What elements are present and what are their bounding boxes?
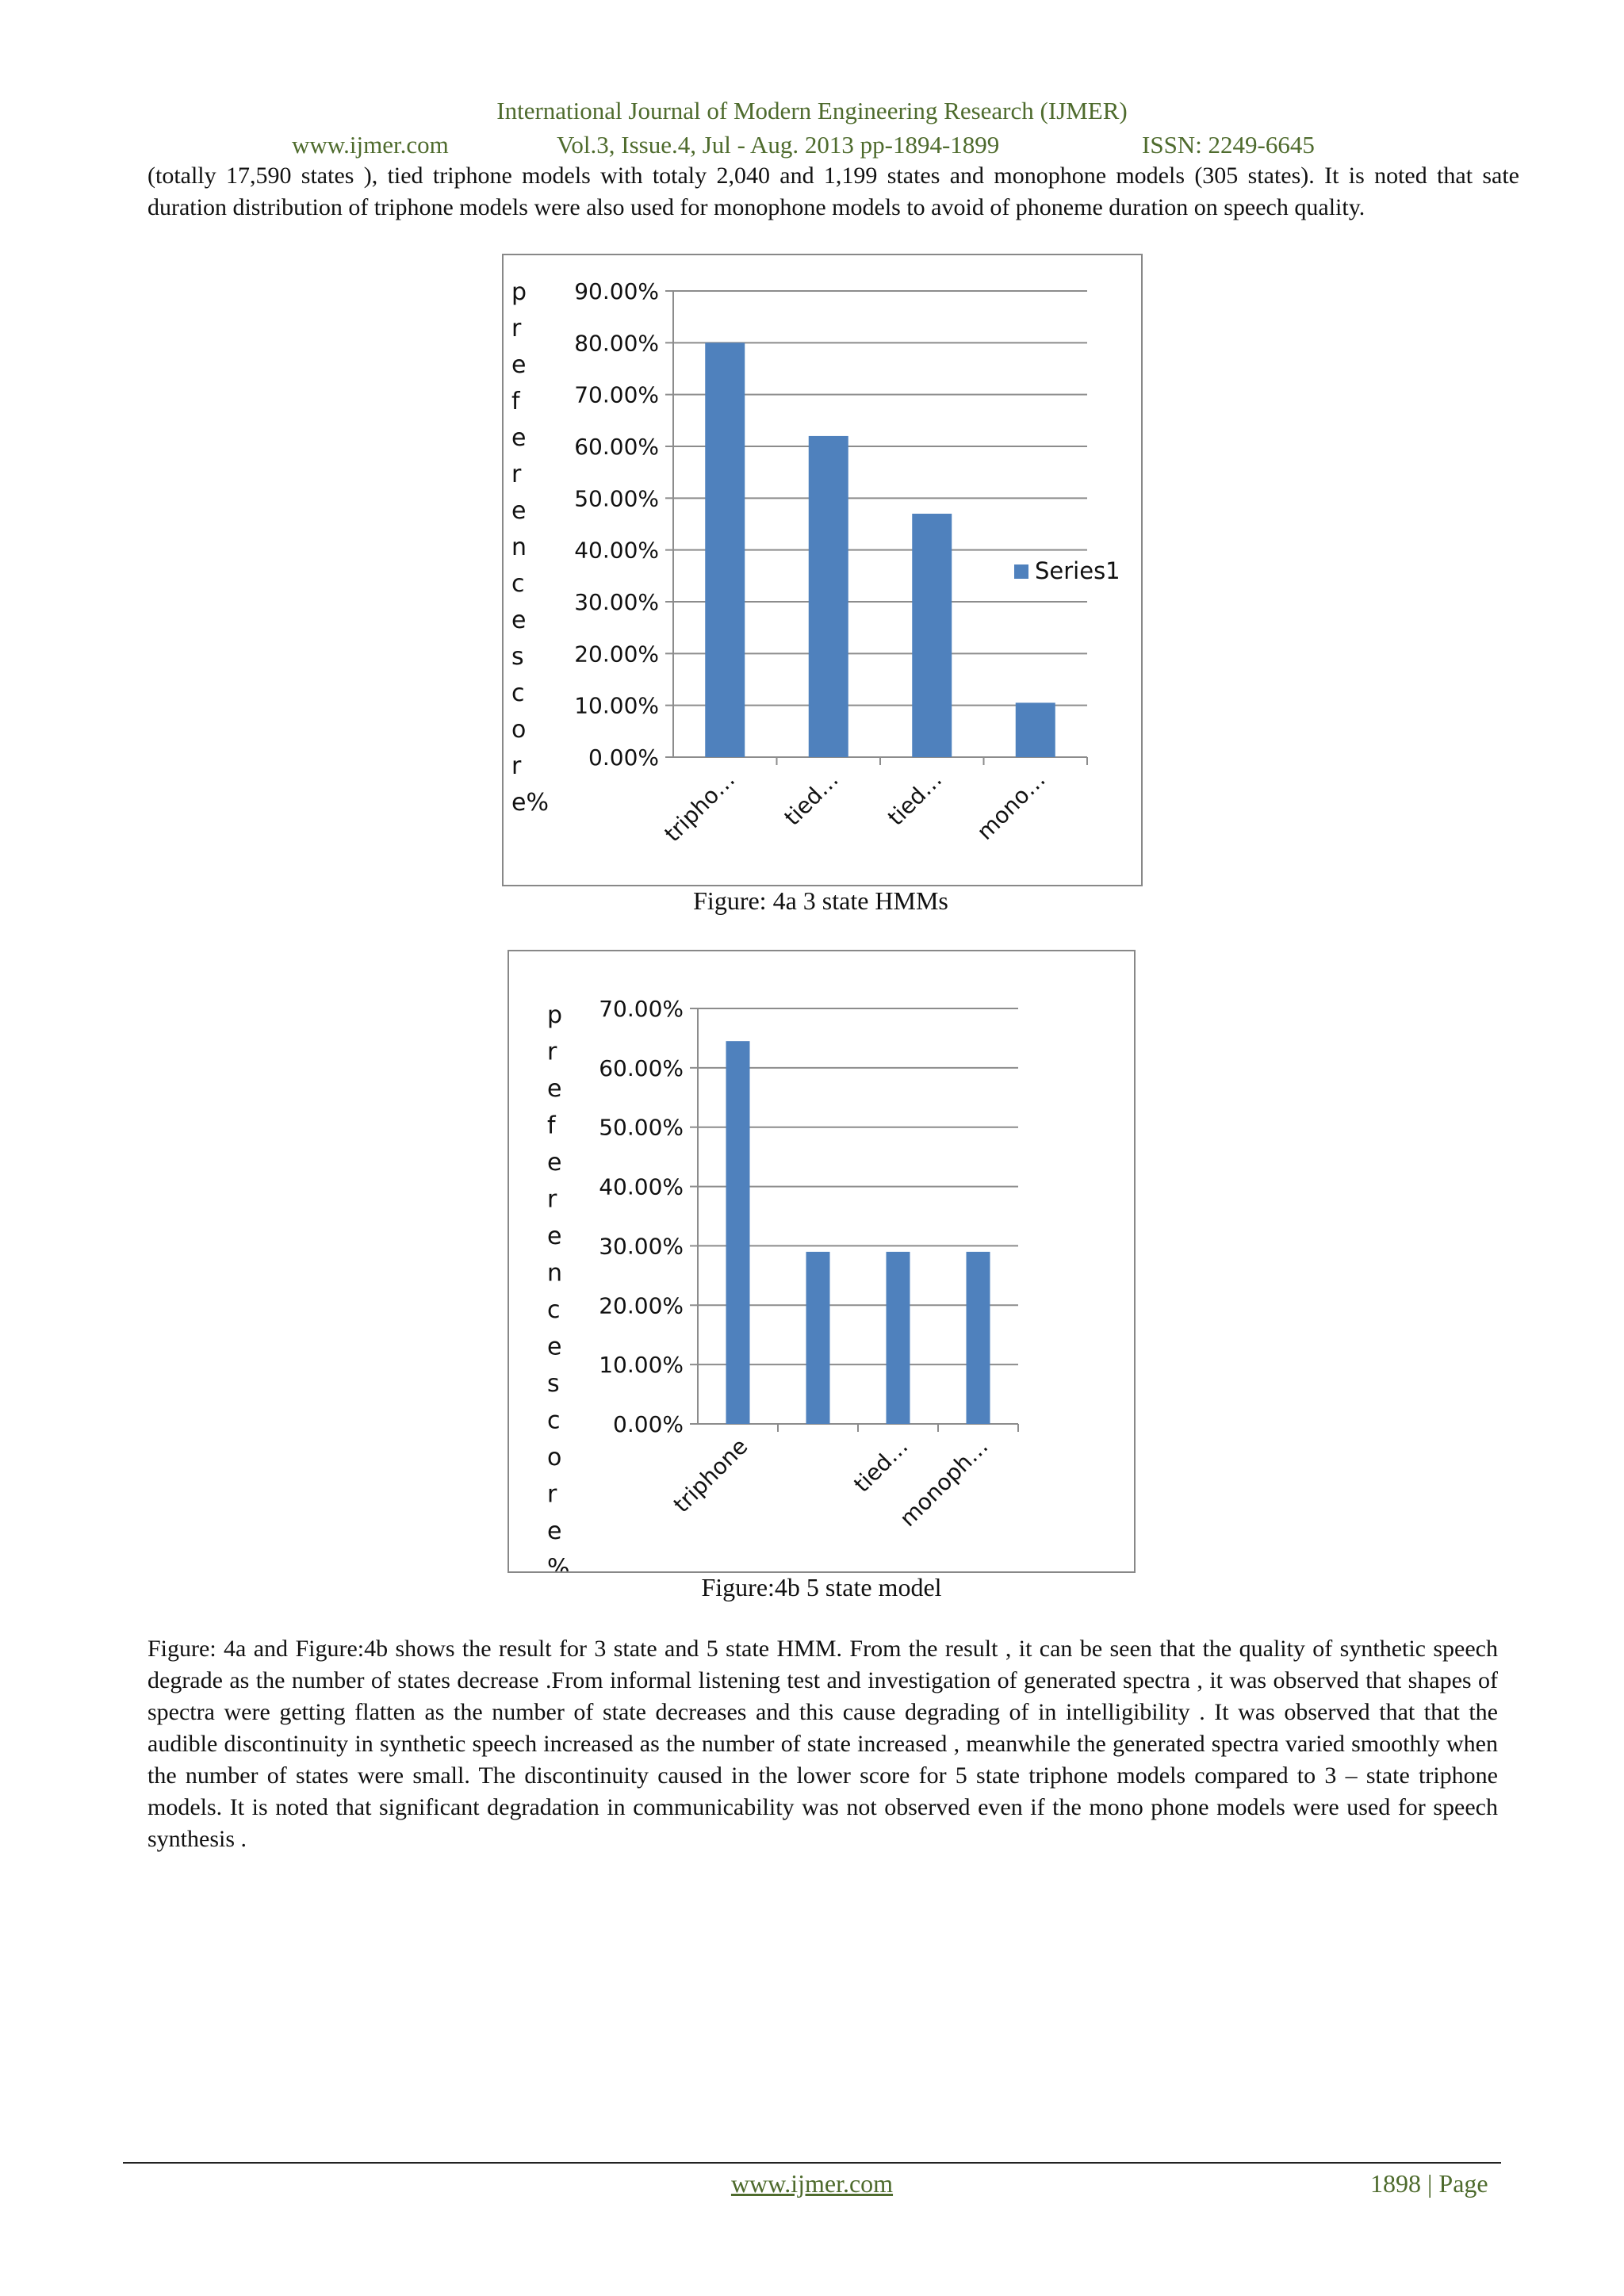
header-site: www.ijmer.com	[292, 131, 449, 159]
figure-4a-chart	[504, 255, 1141, 885]
y-axis-label-char: o	[511, 716, 527, 744]
y-axis-label-char: c	[547, 1296, 561, 1324]
y-axis-label-char: r	[547, 1185, 557, 1214]
y-tick-label: 40.00%	[574, 537, 659, 564]
journal-title: International Journal of Modern Engineering Research (IJMER)	[496, 97, 1128, 124]
y-axis-label-char: f	[511, 388, 520, 415]
y-axis-label-char: s	[547, 1370, 560, 1398]
y-tick-label: 40.00%	[599, 1173, 684, 1200]
y-axis-label-char: s	[511, 643, 524, 671]
x-tick-label: tied…	[779, 766, 844, 831]
y-axis-label-char: r	[547, 1038, 557, 1066]
y-axis-label-char: e	[547, 1149, 562, 1177]
y-tick-label: 0.00%	[588, 744, 659, 771]
y-tick-label: 0.00%	[613, 1411, 684, 1437]
bar	[726, 1041, 750, 1424]
y-tick-label: 30.00%	[574, 589, 659, 615]
y-axis-label-char: p	[511, 278, 527, 306]
y-axis-label-char: c	[511, 679, 525, 707]
y-tick-label: 20.00%	[599, 1292, 684, 1319]
y-tick-label: 10.00%	[599, 1352, 684, 1379]
footer-rule	[123, 2162, 1501, 2164]
y-tick-label: 10.00%	[574, 692, 659, 719]
bar	[705, 342, 745, 757]
y-tick-label: 50.00%	[599, 1114, 684, 1141]
y-tick-label: 70.00%	[574, 381, 659, 408]
y-axis-label-char: f	[547, 1112, 556, 1140]
y-tick-label: 20.00%	[574, 641, 659, 668]
y-tick-label: 50.00%	[574, 485, 659, 512]
x-tick-label: tripho…	[659, 766, 741, 848]
y-axis-label-char: c	[547, 1406, 561, 1435]
bar	[887, 1252, 910, 1424]
y-axis-label-char: r	[511, 315, 522, 342]
y-axis-label-char: c	[511, 570, 525, 598]
figure-4a-caption: Figure: 4a 3 state HMMs	[693, 886, 948, 915]
x-tick-label: mono…	[971, 766, 1051, 845]
figure-4a-frame	[502, 254, 1143, 886]
y-axis-label-char: r	[511, 461, 522, 488]
y-tick-label: 60.00%	[574, 434, 659, 460]
y-axis-label-char: n	[511, 534, 527, 561]
y-axis-label-char: p	[547, 1001, 563, 1029]
header-issn: ISSN: 2249-6645	[1142, 131, 1315, 159]
footer-link[interactable]: www.ijmer.com	[730, 2169, 894, 2198]
legend-label: Series1	[1035, 557, 1120, 584]
bar	[912, 514, 952, 757]
y-axis-label-char: n	[547, 1259, 563, 1288]
y-axis-label-char: r	[511, 752, 522, 780]
bar	[967, 1252, 990, 1424]
y-axis-label-char: e	[511, 351, 527, 379]
y-tick-label: 90.00%	[574, 278, 659, 304]
figure-4b-caption: Figure:4b 5 state model	[701, 1573, 942, 1601]
y-axis-label-char: e%	[511, 789, 549, 817]
figure-4b-chart	[509, 951, 1134, 1571]
bar	[809, 436, 848, 757]
footer-page-number: 1898 | Page	[1370, 2169, 1488, 2198]
y-axis-label-char: e	[547, 1075, 562, 1103]
y-axis-label-char: e	[511, 497, 527, 525]
y-axis-label-char: e	[547, 1517, 562, 1545]
figure-4b-frame	[508, 950, 1136, 1573]
bar	[806, 1252, 830, 1424]
x-tick-label: monoph…	[894, 1433, 994, 1532]
y-tick-label: 60.00%	[599, 1054, 684, 1081]
y-tick-label: 70.00%	[599, 996, 684, 1022]
y-axis-label-char: r	[547, 1480, 557, 1509]
y-axis-label-char: e	[511, 424, 527, 452]
legend-swatch	[1014, 564, 1028, 579]
y-tick-label: 80.00%	[574, 330, 659, 357]
x-tick-label: tied…	[848, 1433, 914, 1498]
y-axis-label-char: %	[547, 1554, 570, 1571]
x-tick-label: triphone	[668, 1433, 753, 1518]
header-volume: Vol.3, Issue.4, Jul - Aug. 2013 pp-1894-1899	[557, 131, 1000, 159]
x-tick-label: tied…	[883, 766, 948, 831]
y-tick-label: 30.00%	[599, 1233, 684, 1260]
paragraph-top: (totally 17,590 states ), tied triphone models with totaly 2,040 and 1,199 states and monophone models (305 states). It is noted that sate duration distribution of triphone models were also used for monophone models to avoid of phoneme duration on speech quality.	[147, 163, 1519, 220]
y-axis-label-char: o	[547, 1444, 562, 1471]
y-axis-label-char: e	[511, 607, 527, 634]
y-axis-label-char: e	[547, 1223, 562, 1250]
bar	[1016, 702, 1055, 757]
paragraph-bottom: Figure: 4a and Figure:4b shows the result for 3 state and 5 state HMM. From the result , it can be seen that the quality of synthetic speech degrade as the number of states decrease .From informal listening test and investigation of generated spectra , it was observed that shapes of spectra were getting flatten as the number of state decreases and this cause degrading of in intelligibility . It was observed that that the audible discontinuity in synthetic speech increased as the number of state increased , meanwhile the generated spectra varied smoothly when the number of states were small. The discontinuity caused in the lower score for 5 state triphone models compared to 3 – state triphone models. It is noted that significant degradation in communicability was not observed even if the mono phone models were used for speech synthesis .	[147, 1636, 1498, 1852]
y-axis-label-char: e	[547, 1333, 562, 1361]
